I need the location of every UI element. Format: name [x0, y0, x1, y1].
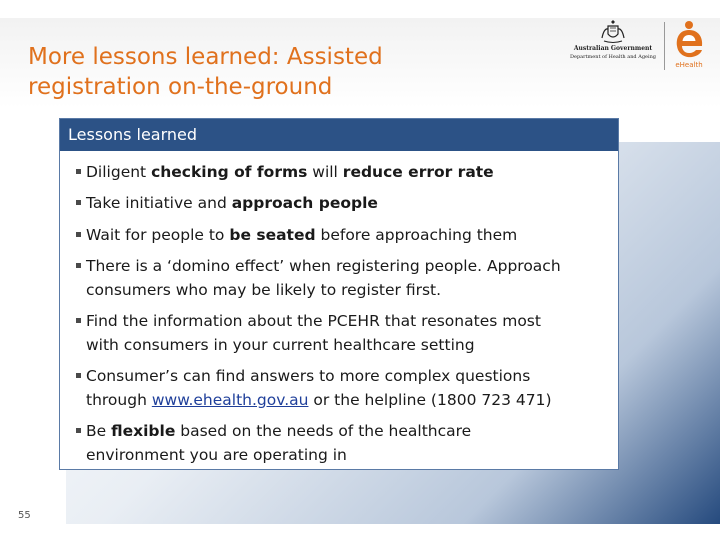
slide-title [28, 42, 448, 102]
australian-government-logo [566, 20, 660, 74]
bullet-marker [76, 263, 81, 268]
bullet-marker [76, 428, 81, 433]
bullet-text: Be flexible based on the needs of the healthcare environment you are operating in [86, 422, 472, 464]
ehealth-wordmark: eHealth [675, 61, 703, 69]
bullet-text: Take initiative and approach people [86, 194, 378, 212]
page-number: 55 [18, 510, 31, 521]
list-item [76, 254, 606, 302]
bullet-marker [76, 373, 81, 378]
gov-department: Department of Health and Ageing [569, 54, 657, 60]
bullet-text: Diligent checking of forms will reduce error rate [86, 163, 494, 181]
gov-name: Australian Government [573, 45, 653, 52]
bullet-marker [76, 318, 81, 323]
ehealth-website-link[interactable]: www.ehealth.gov.au [151, 391, 309, 409]
list-item [76, 309, 606, 357]
list-item [76, 364, 606, 412]
coat-of-arms-icon [598, 20, 628, 44]
bullet-text: Find the information about the PCEHR that resonates most with consumers in your current healthcare setting [86, 312, 541, 354]
ehealth-e-icon [672, 20, 706, 60]
list-item [76, 419, 606, 467]
title-line-1: More lessons learned: Assisted [28, 44, 383, 70]
list-item [76, 223, 606, 247]
bullet-marker [76, 200, 81, 205]
list-item [76, 191, 606, 215]
bullet-marker [76, 169, 81, 174]
lessons-box-header [60, 119, 618, 151]
title-line-2: registration on-the-ground [28, 74, 333, 100]
bullet-marker [76, 232, 81, 237]
logo-divider [664, 22, 665, 70]
lessons-box [59, 118, 619, 470]
bullet-text: Wait for people to be seated before approaching them [86, 226, 518, 244]
bullet-text: There is a ‘domino effect’ when registering people. Approach consumers who may be likely to register first. [86, 257, 561, 299]
bullet-text: Consumer’s can find answers to more complex questions through www.ehealth.gov.au or the helpline (1800 723 471) [86, 367, 552, 409]
lessons-box-title: Lessons learned [68, 125, 198, 144]
ehealth-logo [670, 20, 708, 72]
list-item [76, 160, 606, 184]
